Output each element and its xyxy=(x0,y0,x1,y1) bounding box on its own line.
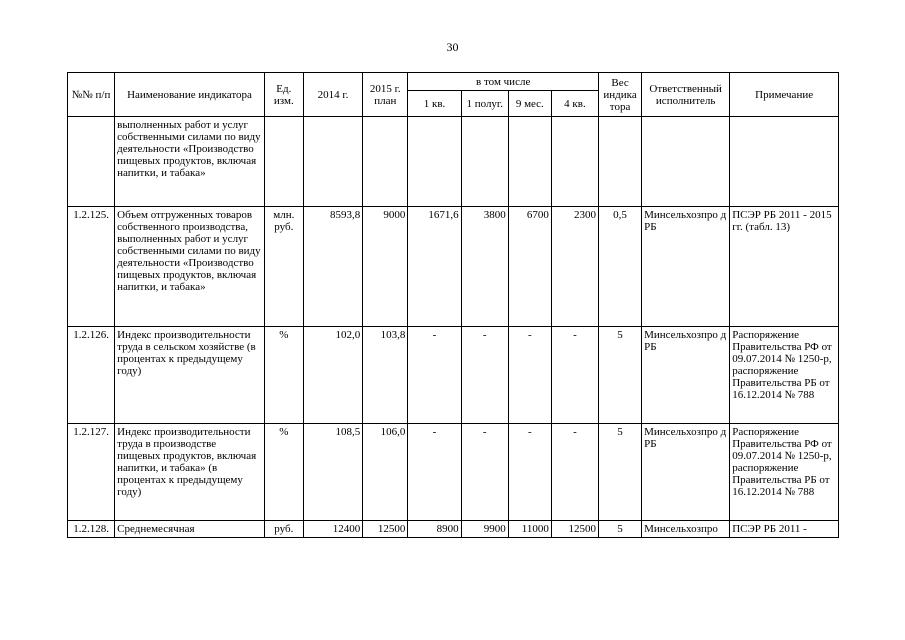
row-9-months: 6700 xyxy=(508,207,551,327)
row-unit: млн. руб. xyxy=(264,207,303,327)
row-2015: 106,0 xyxy=(363,424,408,521)
row-num: 1.2.125. xyxy=(68,207,115,327)
row-q4: - xyxy=(551,327,598,424)
row-num: 1.2.126. xyxy=(68,327,115,424)
header-half-year: 1 полуг. xyxy=(461,91,508,117)
row-note: ПСЭР РБ 2011 - xyxy=(730,521,839,538)
row-9-months: 11000 xyxy=(508,521,551,538)
row-note: Распоряжение Правительства РФ от 09.07.2014 № 1250-р, распоряжение Правительства РБ от 16.12.2014 № 788 xyxy=(730,327,839,424)
row-half-year: 9900 xyxy=(461,521,508,538)
row-responsible: Минсельхозпро д РБ xyxy=(642,424,730,521)
row-half-year: - xyxy=(461,424,508,521)
row-q4: 12500 xyxy=(551,521,598,538)
row-name: Индекс производительности труда в сельском хозяйстве (в процентах к предыдущему году) xyxy=(115,327,265,424)
row-q1 xyxy=(408,117,461,207)
header-including: в том числе xyxy=(408,73,599,91)
row-2014 xyxy=(303,117,362,207)
row-q1: - xyxy=(408,327,461,424)
row-q1: 1671,6 xyxy=(408,207,461,327)
header-note: Примечание xyxy=(730,73,839,117)
row-2015: 12500 xyxy=(363,521,408,538)
row-q4 xyxy=(551,117,598,207)
row-name: Среднемесячная xyxy=(115,521,265,538)
header-weight: Вес индика тора xyxy=(599,73,642,117)
header-unit: Ед. изм. xyxy=(264,73,303,117)
row-num xyxy=(68,117,115,207)
table-row xyxy=(68,117,839,207)
row-weight: 5 xyxy=(599,521,642,538)
row-responsible xyxy=(642,117,730,207)
row-weight: 5 xyxy=(599,424,642,521)
row-name: Объем отгруженных товаров собственного производства, выполненных работ и услуг собственными силами по виду деятельности «Производство пищевых продуктов, включая напитки, и табака» xyxy=(115,207,265,327)
row-responsible: Минсельхозпро xyxy=(642,521,730,538)
row-2014: 8593,8 xyxy=(303,207,362,327)
row-note xyxy=(730,117,839,207)
header-num: №№ п/п xyxy=(68,73,115,117)
table-header xyxy=(68,73,839,117)
row-weight xyxy=(599,117,642,207)
header-q1: 1 кв. xyxy=(408,91,461,117)
row-weight: 5 xyxy=(599,327,642,424)
indicators-table xyxy=(67,72,839,538)
row-note: Распоряжение Правительства РФ от 09.07.2014 № 1250-р, распоряжение Правительства РБ от 16.12.2014 № 788 xyxy=(730,424,839,521)
row-2015: 103,8 xyxy=(363,327,408,424)
row-num: 1.2.127. xyxy=(68,424,115,521)
header-2014: 2014 г. xyxy=(303,73,362,117)
row-q4: 2300 xyxy=(551,207,598,327)
row-9-months xyxy=(508,117,551,207)
header-name: Наименование индикатора xyxy=(115,73,265,117)
row-responsible: Минсельхозпро д РБ xyxy=(642,207,730,327)
row-weight: 0,5 xyxy=(599,207,642,327)
row-2015 xyxy=(363,117,408,207)
row-num: 1.2.128. xyxy=(68,521,115,538)
table-row xyxy=(68,521,839,538)
header-q4: 4 кв. xyxy=(551,91,598,117)
row-half-year: - xyxy=(461,327,508,424)
table-body xyxy=(68,117,839,538)
row-2014: 12400 xyxy=(303,521,362,538)
row-q1: - xyxy=(408,424,461,521)
row-2014: 108,5 xyxy=(303,424,362,521)
row-q4: - xyxy=(551,424,598,521)
row-9-months: - xyxy=(508,327,551,424)
row-unit: руб. xyxy=(264,521,303,538)
header-responsible: Ответственный исполнитель xyxy=(642,73,730,117)
row-half-year xyxy=(461,117,508,207)
row-2015: 9000 xyxy=(363,207,408,327)
table-row xyxy=(68,327,839,424)
table-row xyxy=(68,424,839,521)
row-9-months: - xyxy=(508,424,551,521)
header-9-months: 9 мес. xyxy=(508,91,551,117)
row-unit: % xyxy=(264,327,303,424)
row-responsible: Минсельхозпро д РБ xyxy=(642,327,730,424)
row-q1: 8900 xyxy=(408,521,461,538)
page-number: 30 xyxy=(446,40,459,54)
row-name: выполненных работ и услуг собственными силами по виду деятельности «Производство пищевых продуктов, включая напитки, и табака» xyxy=(115,117,265,207)
row-2014: 102,0 xyxy=(303,327,362,424)
header-2015-plan: 2015 г. план xyxy=(363,73,408,117)
row-unit: % xyxy=(264,424,303,521)
table-row xyxy=(68,207,839,327)
row-note: ПСЭР РБ 2011 - 2015 гг. (табл. 13) xyxy=(730,207,839,327)
row-name: Индекс производительности труда в производстве пищевых продуктов, включая напитки, и табака» (в процентах к предыдущему году) xyxy=(115,424,265,521)
row-unit xyxy=(264,117,303,207)
row-half-year: 3800 xyxy=(461,207,508,327)
